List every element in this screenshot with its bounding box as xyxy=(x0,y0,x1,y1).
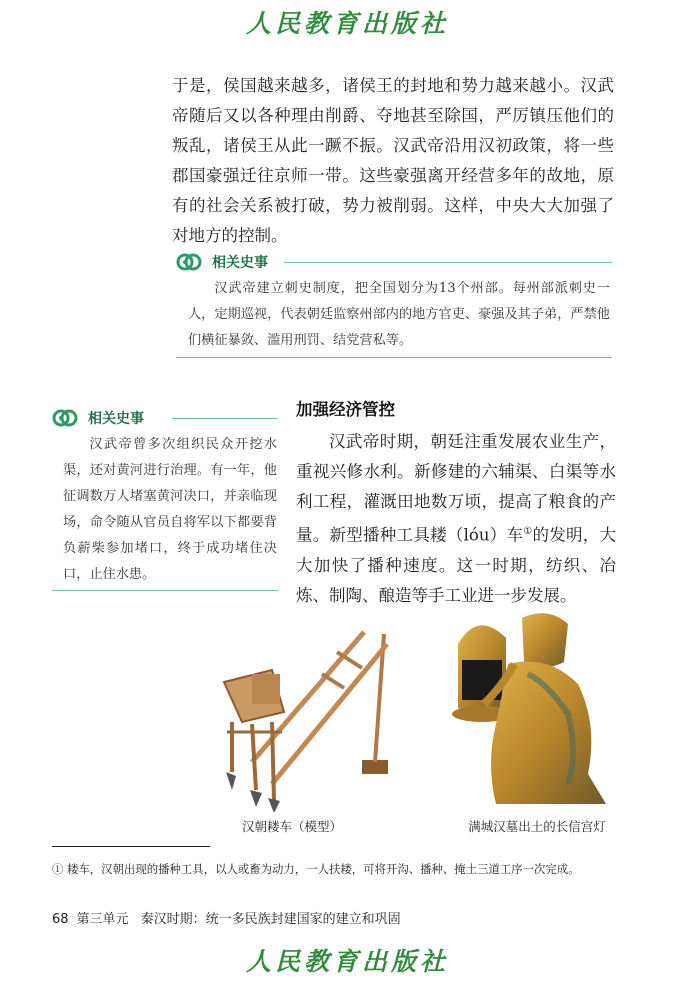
main-paragraph: 于是，侯国越来越多，诸侯王的封地和势力越来越小。汉武帝随后又以各种理由削爵、夺地甚至除国，严厉镇压他们的叛乱，诸侯王从此一蹶不振。汉武帝沿用汉初政策，将一些郡国豪强迁往京师一带。这些豪强离开经营多年的故地，原有的社会关系被打破，势力被削弱。这样，中央大大加强了对地方的控制。 xyxy=(172,76,614,245)
footnote-divider xyxy=(52,846,210,847)
related-history-box-1-header xyxy=(176,249,268,275)
han-seeder-model-image xyxy=(212,612,412,812)
changxin-palace-lamp-image xyxy=(448,604,612,814)
box-1-title: 相关史事 xyxy=(212,255,268,271)
box-2-title: 相关史事 xyxy=(88,411,144,427)
footnote-text: ① 耧车，汉朝出现的播种工具，以人或畜为动力，一人扶耧，可将开沟、播种、掩土三道工序一次完成。 xyxy=(52,862,580,876)
figure-2-caption: 满城汉墓出土的长信宫灯 xyxy=(468,819,606,834)
publisher-logo-top: 人民教育出版社 xyxy=(245,9,449,38)
section-paragraph xyxy=(296,427,616,611)
box-1-top-rule xyxy=(284,262,612,263)
history-swirl-icon xyxy=(52,405,78,431)
box-1-bottom-rule xyxy=(176,357,612,358)
box-2-text: 汉武帝曾多次组织民众开挖水渠，还对黄河进行治理。有一年，他征调数万人堵塞黄河决口，并亲临现场，命令随从官员自将军以下都要背负薪柴参加堵口，终于成功堵住决口，止住水患。 xyxy=(63,437,277,582)
page-number: 68 xyxy=(52,912,69,927)
related-history-box-2-header xyxy=(52,405,144,431)
box-2-bottom-rule xyxy=(52,590,278,591)
figure-1-caption: 汉朝耧车（模型） xyxy=(241,819,342,834)
box-2-top-rule xyxy=(172,418,278,419)
box-1-text: 汉武帝建立刺史制度，把全国划分为13个州部。每州部派刺史一人，定期巡视，代表朝廷监察州部内的地方官吏、豪强及其子弟，严禁他们横征暴敛、滥用刑罚、结党营私等。 xyxy=(188,281,610,348)
footnote-marker: ① xyxy=(523,526,533,537)
chapter-title: 秦汉时期：统一多民族封建国家的建立和巩固 xyxy=(140,912,401,927)
section-text-part-1: 汉武帝时期，朝廷注重发展农业生产，重视兴修水利。新修建的六辅渠、白渠等水利工程，灌溉田地数万顷，提高了粮食的产量。新型播种工具耧（lóu）车 xyxy=(296,432,616,545)
history-swirl-icon xyxy=(176,249,202,275)
unit-label: 第三单元 xyxy=(76,912,129,927)
section-text-part-2: 的发明，大大加快了播种速度。这一时期，纺织、冶炼、制陶、酿造等手工业进一步发展。 xyxy=(296,525,617,605)
page-footer xyxy=(52,908,401,927)
publisher-logo-bottom: 人民教育出版社 xyxy=(245,947,449,976)
section-heading: 加强经济管控 xyxy=(296,400,395,419)
